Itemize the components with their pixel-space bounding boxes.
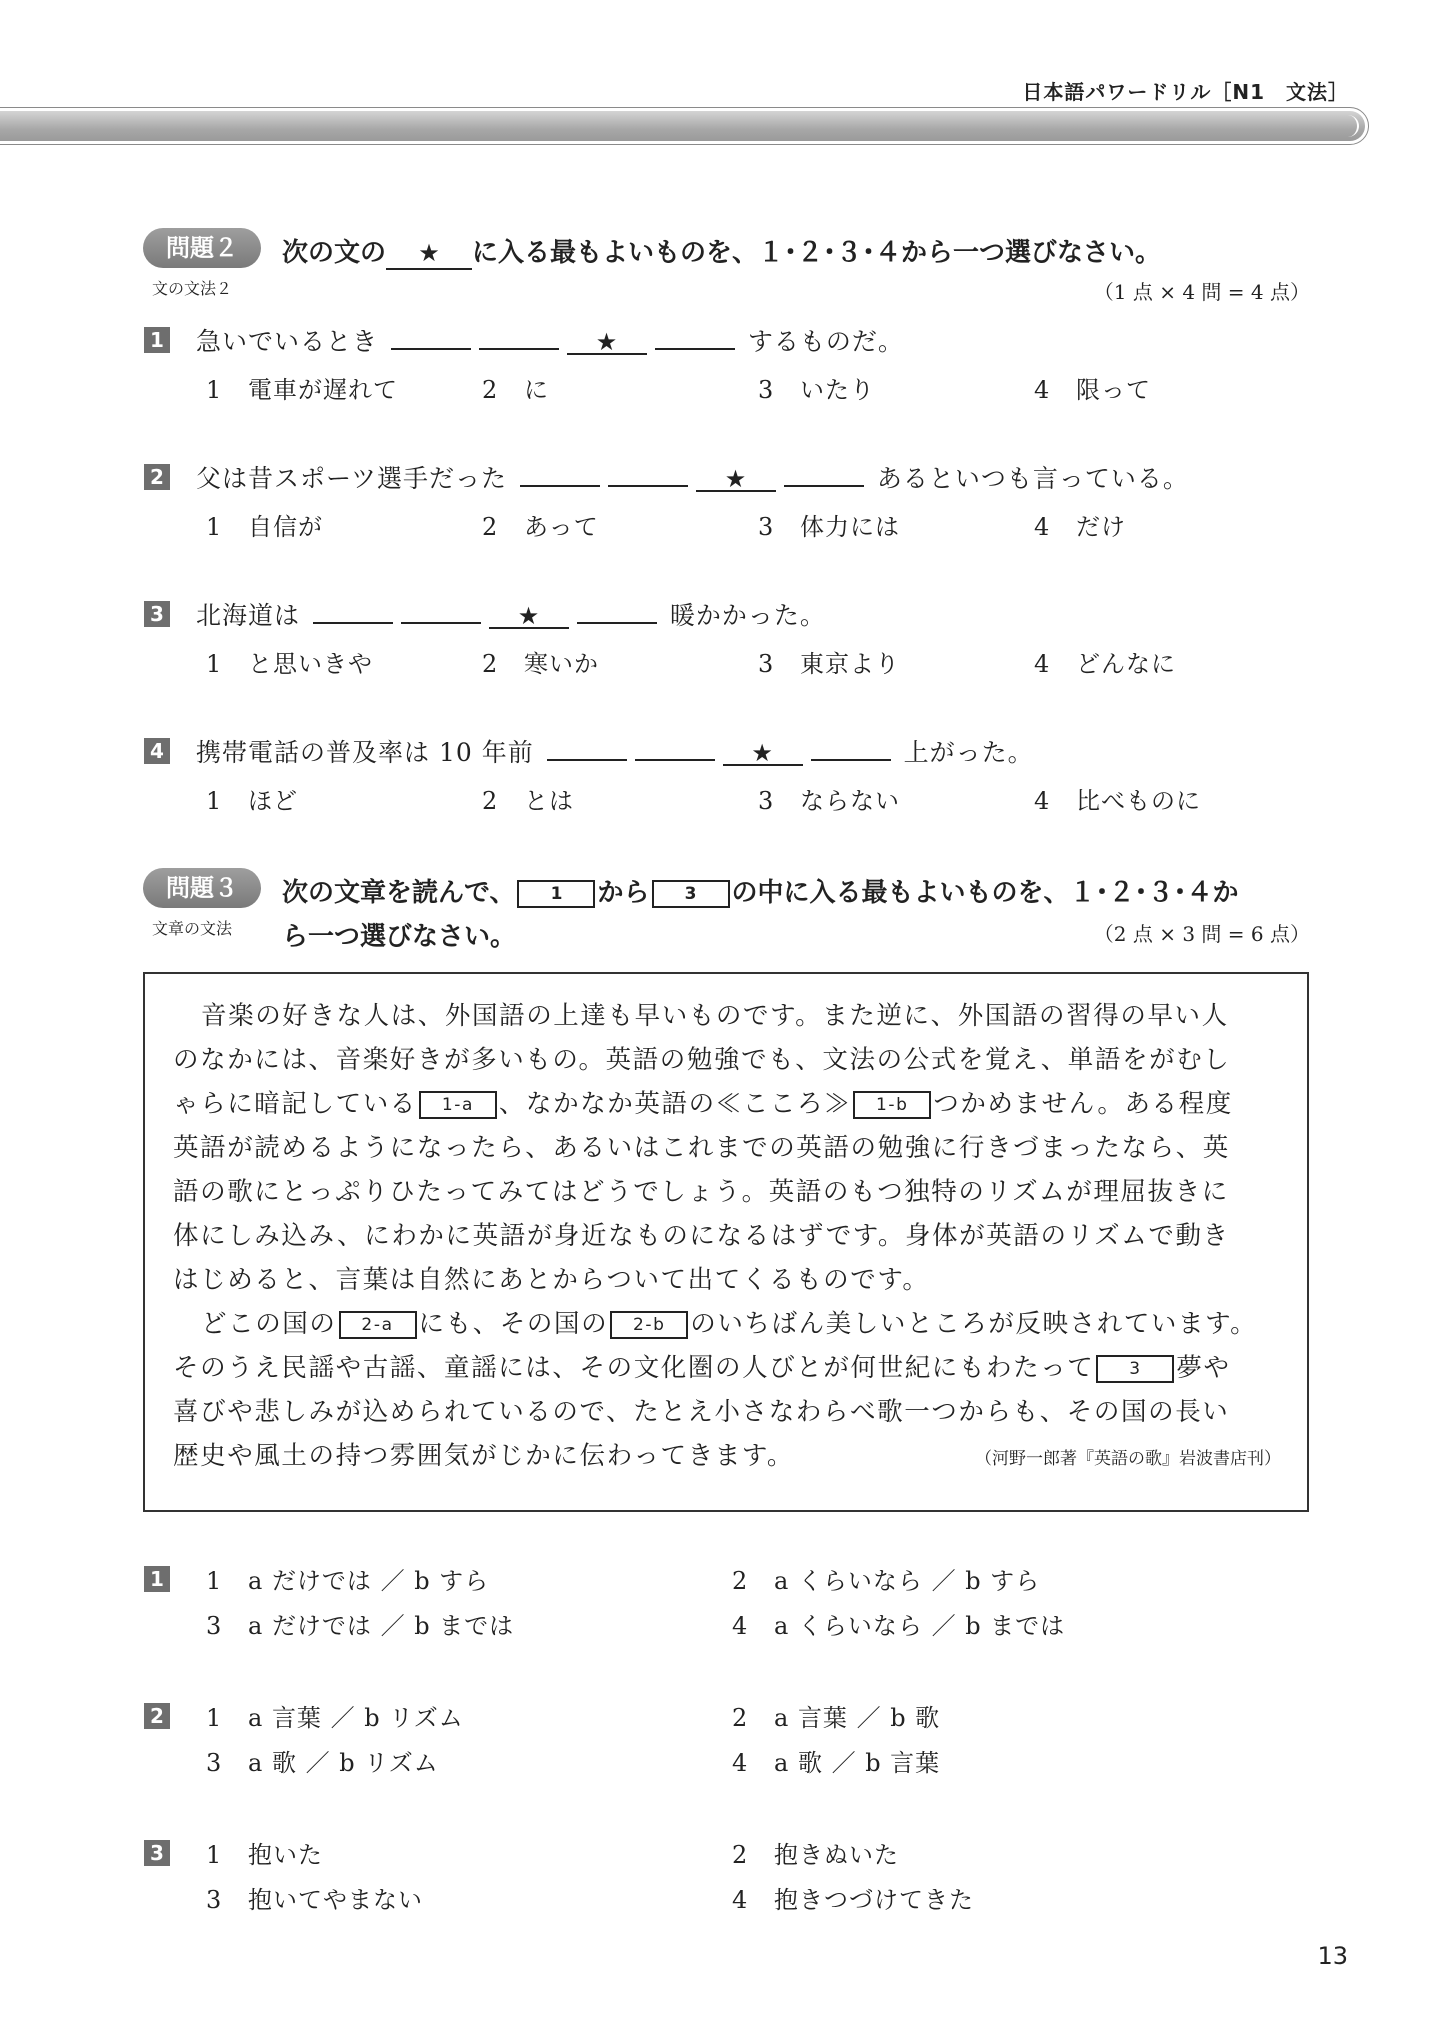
passage-line: 喜びや悲しみが込められているので、たとえ小さなわらべ歌一つからも、その国の長い	[173, 1397, 1230, 1427]
citation: （河野一郎著『英語の歌』岩波書店刊）	[975, 1449, 1281, 1469]
star-blank: ★	[696, 464, 776, 492]
q2-sentence: 父は昔スポーツ選手だった ★ あるといつも言っている。	[196, 459, 1189, 495]
a1-option-4[interactable]: 4 a くらいなら ／ b までは	[732, 1612, 1066, 1640]
passage-line: 体にしみ込み、にわかに英語が身近なものになるはずです。身体が英語のリズムで動き	[173, 1221, 1230, 1251]
q2-option-4[interactable]: 4 だけ	[1034, 513, 1126, 541]
q1-sentence: 急いでいるとき ★ するものだ。	[196, 322, 904, 358]
mondai2-points: （1 点 × 4 問 = 4 点）	[1093, 280, 1310, 304]
blank-box-2b: 2-b	[610, 1311, 688, 1339]
a1-option-2[interactable]: 2 a くらいなら ／ b すら	[732, 1567, 1041, 1595]
q1-option-2[interactable]: 2 に	[482, 376, 549, 404]
q4-number: 4	[144, 738, 170, 764]
blank	[547, 733, 627, 761]
q2-option-3[interactable]: 3 体力には	[758, 513, 900, 541]
blank	[391, 322, 471, 350]
a3-option-4[interactable]: 4 抱きつづけてきた	[732, 1886, 974, 1914]
mondai3-points: （2 点 × 3 問 = 6 点）	[1093, 922, 1310, 946]
a3-option-2[interactable]: 2 抱きぬいた	[732, 1841, 899, 1869]
a3-option-1[interactable]: 1 抱いた	[206, 1841, 323, 1869]
q3-option-2[interactable]: 2 寒いか	[482, 650, 599, 678]
blank-box-3: 3	[1096, 1355, 1174, 1383]
a1-option-1[interactable]: 1 a だけでは ／ b すら	[206, 1567, 490, 1595]
q3-option-4[interactable]: 4 どんなに	[1034, 650, 1176, 678]
mondai2-sub: 文の文法２	[152, 279, 233, 298]
q4-option-3[interactable]: 3 ならない	[758, 787, 900, 815]
a2-option-3[interactable]: 3 a 歌 ／ b リズム	[206, 1749, 439, 1777]
q1-option-4[interactable]: 4 限って	[1034, 376, 1151, 404]
a3-number: 3	[144, 1840, 170, 1866]
q3-number: 3	[144, 601, 170, 627]
blank-box-1a: 1-a	[419, 1091, 497, 1119]
passage-line: 音楽の好きな人は、外国語の上達も早いものです。また逆に、外国語の習得の早い人	[201, 1001, 1229, 1031]
blank-box-2a: 2-a	[339, 1311, 417, 1339]
blank	[577, 596, 657, 624]
reading-passage	[143, 972, 1309, 1512]
blank	[784, 459, 864, 487]
mondai3-badge: 問題３	[143, 868, 261, 908]
q4-sentence: 携帯電話の普及率は 10 年前 ★ 上がった。	[196, 733, 1034, 769]
passage-line: のなかには、音楽好きが多いもの。英語の勉強でも、文法の公式を覚え、単語をがむし	[173, 1045, 1231, 1075]
star-blank: ★	[386, 238, 472, 270]
q4-option-2[interactable]: 2 とは	[482, 787, 574, 815]
a2-option-4[interactable]: 4 a 歌 ／ b 言葉	[732, 1749, 941, 1777]
page-number: 13	[1317, 1942, 1348, 1970]
instruction-post: に入る最もよいものを、１･２･３･４から一つ選びなさい。	[472, 238, 1162, 268]
a3-option-3[interactable]: 3 抱いてやまない	[206, 1886, 423, 1914]
mondai2-instruction	[282, 232, 1161, 270]
a1-option-3[interactable]: 3 a だけでは ／ b までは	[206, 1612, 515, 1640]
blank	[635, 733, 715, 761]
passage-line: そのうえ民謡や古謡、童謡には、その文化圏の人びとが何世紀にもわたって 3 夢や	[173, 1353, 1231, 1383]
q2-number: 2	[144, 464, 170, 490]
passage-line: ゃらに暗記している 1-a 、なかなか英語の≪こころ≫ 1-b つかめません。ある程度	[173, 1089, 1233, 1119]
q1-number: 1	[144, 327, 170, 353]
a2-option-2[interactable]: 2 a 言葉 ／ b 歌	[732, 1704, 941, 1732]
a2-option-1[interactable]: 1 a 言葉 ／ b リズム	[206, 1704, 464, 1732]
blank	[655, 322, 735, 350]
passage-line: はじめると、言葉は自然にあとからついて出てくるものです。	[173, 1265, 930, 1295]
header-bar	[0, 108, 1368, 144]
header-title: 日本語パワードリル［N1 文法］	[1022, 80, 1349, 104]
mondai3-sub: 文章の文法	[152, 919, 233, 938]
mondai3-instruction-line1: 次の文章を読んで、 1 から 3 の中に入る最もよいものを、１･２･３･４か	[282, 878, 1239, 908]
mondai2-badge: 問題２	[143, 228, 261, 268]
q3-option-3[interactable]: 3 東京より	[758, 650, 900, 678]
passage-line: 語の歌にとっぷりひたってみてはどうでしょう。英語のもつ独特のリズムが理屈抜きに	[173, 1177, 1229, 1207]
q4-option-1[interactable]: 1 ほど	[206, 787, 298, 815]
passage-line: どこの国の 2-a にも、その国の 2-b のいちばん美しいところが反映されています。	[201, 1309, 1258, 1339]
star-blank: ★	[489, 601, 569, 629]
blank-box-3: 3	[652, 880, 730, 908]
a2-number: 2	[144, 1703, 170, 1729]
passage-line: 歴史や風土の持つ雰囲気がじかに伝わってきます。	[173, 1441, 795, 1471]
passage-line: 英語が読めるようになったら、あるいはこれまでの英語の勉強に行きづまったなら、英	[173, 1133, 1230, 1163]
blank	[401, 596, 481, 624]
a1-number: 1	[144, 1566, 170, 1592]
blank	[313, 596, 393, 624]
blank	[520, 459, 600, 487]
q3-option-1[interactable]: 1 と思いきや	[206, 650, 373, 678]
q3-sentence: 北海道は ★ 暖かかった。	[196, 596, 826, 632]
q1-option-3[interactable]: 3 いたり	[758, 376, 875, 404]
q1-option-1[interactable]: 1 電車が遅れて	[206, 376, 398, 404]
blank-box-1: 1	[517, 880, 595, 908]
q2-option-2[interactable]: 2 あって	[482, 513, 599, 541]
q4-option-4[interactable]: 4 比べものに	[1034, 787, 1201, 815]
blank	[811, 733, 891, 761]
star-blank: ★	[723, 738, 803, 766]
q2-option-1[interactable]: 1 自信が	[206, 513, 323, 541]
instruction-pre: 次の文の	[282, 238, 387, 268]
blank	[479, 322, 559, 350]
blank-box-1b: 1-b	[853, 1091, 931, 1119]
mondai3-instruction-line2: ら一つ選びなさい。	[282, 922, 517, 952]
star-blank: ★	[567, 327, 647, 355]
blank	[608, 459, 688, 487]
